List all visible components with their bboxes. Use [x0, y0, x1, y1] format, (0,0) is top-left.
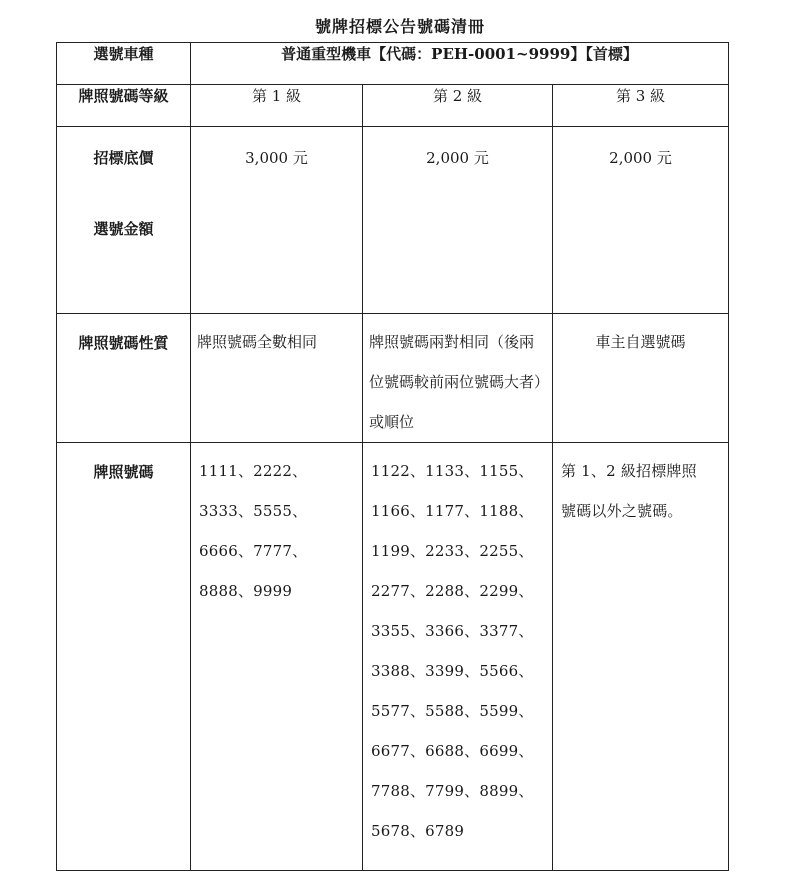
nature-level-3-cell [553, 314, 729, 443]
grade-label: 牌照號碼等級 [57, 85, 191, 127]
plates-level-2-line: 6677、6688、6699、 [371, 742, 534, 760]
price-row [57, 127, 729, 314]
plates-level-1-line: 8888、9999 [199, 582, 293, 600]
nature-label-cell [57, 314, 191, 443]
nature-level-3: 車主自選號碼 [595, 333, 686, 351]
plates-level-2-line: 5577、5588、5599、 [371, 702, 534, 720]
plates-row [57, 443, 729, 871]
plates-level-3-line: 第 1、2 級招標牌照 [561, 462, 697, 480]
price-level-3: 2,000 元 [609, 149, 672, 167]
nature-level-2-cell [363, 314, 553, 443]
plates-level-2-list [363, 443, 552, 851]
price-label-amount: 選號金額 [93, 220, 154, 238]
plates-level-2-line: 1122、1133、1155、 [371, 462, 534, 480]
grade-level-2: 第 2 級 [363, 85, 553, 127]
grade-row [57, 85, 729, 127]
plates-level-2-line: 3388、3399、5566、 [371, 662, 534, 680]
plates-level-1-line: 3333、5555、 [199, 502, 308, 520]
price-label-reserve: 招標底價 [93, 149, 154, 167]
nature-level-1: 牌照號碼全數相同 [197, 333, 318, 351]
plates-level-1-cell [191, 443, 363, 871]
plates-level-2-line: 2277、2288、2299、 [371, 582, 534, 600]
plate-auction-table [56, 42, 729, 871]
price-level-1: 3,000 元 [245, 149, 308, 167]
price-level-1-cell [191, 127, 363, 314]
plates-level-3-line: 號碼以外之號碼。 [561, 502, 683, 520]
plates-label: 牌照號碼 [93, 463, 154, 481]
nature-label: 牌照號碼性質 [78, 334, 169, 352]
nature-level-1-cell [191, 314, 363, 443]
plates-level-2-line: 7788、7799、8899、 [371, 782, 534, 800]
price-label-cell [57, 127, 191, 314]
plates-level-1-line: 1111、2222、 [199, 462, 308, 480]
price-level-2-cell [363, 127, 553, 314]
plates-level-3-cell [553, 443, 729, 871]
vehicle-type-row [57, 43, 729, 85]
plates-level-2-cell [363, 443, 553, 871]
plates-level-3-list [553, 443, 728, 531]
price-level-3-cell [553, 127, 729, 314]
nature-level-2: 牌照號碼兩對相同（後兩位號碼較前兩位號碼大者）或順位 [369, 333, 542, 431]
grade-level-1: 第 1 級 [191, 85, 363, 127]
nature-row [57, 314, 729, 443]
plates-level-1-list [191, 443, 362, 611]
plates-level-2-line: 1199、2233、2255、 [371, 542, 534, 560]
plates-level-1-line: 6666、7777、 [199, 542, 308, 560]
plates-label-cell [57, 443, 191, 871]
plates-level-2-line: 5678、6789 [371, 822, 465, 840]
price-level-2: 2,000 元 [426, 149, 489, 167]
plates-level-2-line: 3355、3366、3377、 [371, 622, 534, 640]
document-title: 號牌招標公告號碼清冊 [314, 17, 485, 36]
vehicle-type-value: 普通重型機車【代碼：PEH-0001~9999】【首標】 [191, 43, 729, 85]
grade-level-3: 第 3 級 [553, 85, 729, 127]
plates-level-2-line: 1166、1177、1188、 [371, 502, 534, 520]
vehicle-type-label: 選號車種 [57, 43, 191, 85]
